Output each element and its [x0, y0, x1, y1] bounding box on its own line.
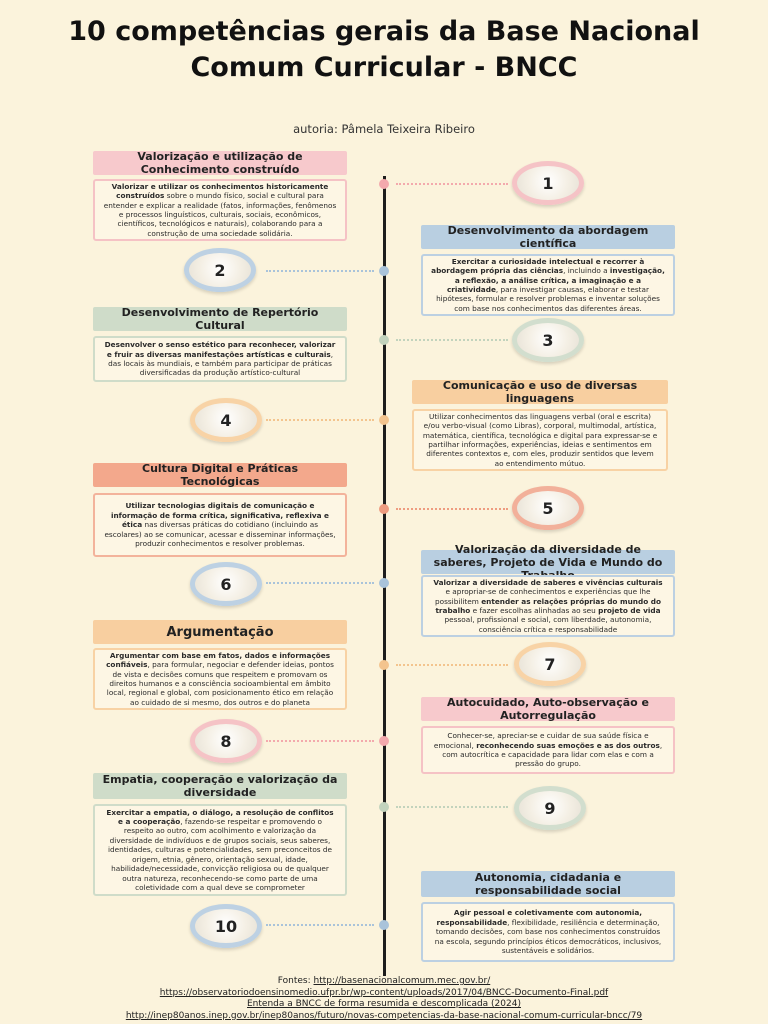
- competency-9-description: Exercitar a empatia, o diálogo, a resolução de conflitos e a cooperação, fazendo-se respeitar e promovendo o respeito ao outro, com acolhimento e valorização da diversidade de indivíduos e de grupos sociais, seus saberes, identidades, culturas e potencialidades, sem preconceitos de origem, etnia, gênero, orientação sexual, idade, habilidade/necessidade, convicção religiosa ou de qualquer outra natureza, reconhecendo-se como parte de uma coletividade com a qual deve se comprometer: [93, 804, 347, 896]
- competency-6-title: Valorização da diversidade de saberes, Projeto de Vida e Mundo do: [421, 550, 675, 574]
- competency-3-number: 3: [542, 330, 554, 350]
- competency-10-title: Autonomia, cidadania e responsabilidade social: [421, 871, 675, 897]
- competency-8-number-badge: [190, 719, 262, 763]
- connector-7: [396, 664, 508, 666]
- competency-8-number: 8: [220, 731, 232, 751]
- competency-9-number-badge: [514, 786, 586, 830]
- competency-1-description: Valorizar e utilizar os conhecimentos historicamente construídos sobre o mundo físico, social e cultural para entender e explicar a realidade (fatos, informações, fenômenos e processos linguísticos, culturais, sociais, econômicos, científicos, tecnológicos e naturais), colaborando para a construção de uma sociedade solidária.: [93, 179, 347, 241]
- competency-4-title: Comunicação e uso de diversas linguagens: [412, 380, 668, 404]
- competency-8-title: Autocuidado, Auto-observação e Autorregulação: [421, 697, 675, 721]
- competency-4-number-badge: [190, 398, 262, 442]
- connector-1: [396, 183, 508, 185]
- connector-8: [266, 740, 374, 742]
- source-link-2[interactable]: https://observatoriodoensinomedio.ufpr.br/wp-content/uploads/2017/04/BNCC-Documento-Final.pdf: [159, 987, 609, 998]
- timeline-dot-3: [379, 335, 389, 345]
- sources-block: [60, 976, 708, 1022]
- competency-2-title: Desenvolvimento da abordagem científica: [421, 225, 675, 249]
- competency-3-title: Desenvolvimento de Repertório Cultural: [93, 307, 347, 331]
- timeline-dot-8: [379, 736, 389, 746]
- timeline-line: [383, 176, 386, 976]
- competency-7-number: 7: [544, 654, 556, 674]
- timeline-dot-6: [379, 578, 389, 588]
- competency-5-title: Cultura Digital e Práticas Tecnológicas: [93, 463, 347, 487]
- connector-10: [266, 924, 374, 926]
- timeline-dot-10: [379, 920, 389, 930]
- competency-3-number-badge: [512, 318, 584, 362]
- competency-3-description: Desenvolver o senso estético para reconhecer, valorizar e fruir as diversas manifestações artísticas e culturais, das locais às mundiais, e também para participar de práticas diversificadas da produção artístico-cultural: [93, 336, 347, 382]
- page-title: 10 competências gerais da Base Nacional Comum Curricular - BNCC: [68, 16, 700, 83]
- competency-2-number: 2: [214, 260, 226, 280]
- source-link-1[interactable]: http://basenacionalcomum.mec.gov.br/: [313, 976, 491, 986]
- sources-label: Fontes:: [277, 976, 311, 986]
- timeline-dot-4: [379, 415, 389, 425]
- competency-10-number-badge: [190, 904, 262, 948]
- competency-1-number-badge: [512, 161, 584, 205]
- competency-9-number: 9: [544, 798, 556, 818]
- timeline-dot-9: [379, 802, 389, 812]
- competency-1-title: Valorização e utilização de Conhecimento construído: [93, 151, 347, 175]
- connector-5: [396, 508, 508, 510]
- competency-7-title: Argumentação: [93, 620, 347, 644]
- timeline-dot-2: [379, 266, 389, 276]
- competency-5-number: 5: [542, 498, 554, 518]
- competency-6-number: 6: [220, 574, 232, 594]
- competency-2-number-badge: [184, 248, 256, 292]
- connector-9: [396, 806, 508, 808]
- timeline-dot-7: [379, 660, 389, 670]
- competency-5-description: Utilizar tecnologias digitais de comunicação e informação de forma crítica, significativa, reflexiva e ética nas diversas práticas do cotidiano (incluindo as escolares) ao se comunicar, acessar e disseminar informações, produzir conhecimentos e resolver problemas.: [93, 493, 347, 557]
- competency-2-description: Exercitar a curiosidade intelectual e recorrer à abordagem própria das ciências, incluindo a investigação, a reflexão, a análise crítica, a imaginação e a criatividade, para investigar causas, elaborar e testar hipóteses, formular e resolver problemas e inventar soluções com base nos conhecimentos das diferentes áreas.: [421, 254, 675, 316]
- competency-1-number: 1: [542, 173, 554, 193]
- competency-6-number-badge: [190, 562, 262, 606]
- connector-6: [266, 582, 374, 584]
- source-link-4[interactable]: http://inep80anos.inep.gov.br/inep80anos/futuro/novas-competencias-da-base-nacional-comum-curricular-bncc/79: [125, 1010, 643, 1021]
- connector-3: [396, 339, 508, 341]
- competency-7-number-badge: [514, 642, 586, 686]
- competency-4-number: 4: [220, 410, 232, 430]
- author-credit: autoria: Pâmela Teixeira Ribeiro: [293, 122, 475, 136]
- timeline-dot-5: [379, 504, 389, 514]
- competency-5-number-badge: [512, 486, 584, 530]
- connector-2: [266, 270, 374, 272]
- competency-7-description: Argumentar com base em fatos, dados e informações confiáveis, para formular, negociar e defender ideias, pontos de vista e decisões comuns que respeitem e promovam os direitos humanos e a consciência socioambiental em âmbito local, regional e global, com posicionamento ético em relação ao cuidado de si mesmo, dos outros e do planeta: [93, 648, 347, 710]
- source-link-3[interactable]: Entenda a BNCC de forma resumida e descomplicada (2024): [247, 999, 521, 1009]
- competency-10-description: Agir pessoal e coletivamente com autonomia, responsabilidade, flexibilidade, resiliência e determinação, tomando decisões, com base nos conhecimentos construídos na escola, segundo princípios éticos democráticos, inclusivos, sustentáveis e solidários.: [421, 902, 675, 962]
- competency-10-number: 10: [214, 916, 238, 936]
- competency-4-description: Utilizar conhecimentos das linguagens verbal (oral e escrita) e/ou verbo-visual (como Libras), corporal, multimodal, artística, matemática, científica, tecnológica e digital para expressar-se e partilhar informações, experiências, ideias e sentimentos em diferentes contextos e, com eles, produzir sentidos que levem ao entendimento mútuo.: [412, 409, 668, 471]
- timeline-dot-1: [379, 179, 389, 189]
- competency-6-description: Valorizar a diversidade de saberes e vivências culturais e apropriar-se de conhecimentos e experiências que lhe possibilitem entender as relações próprias do mundo do trabalho e fazer escolhas alinhadas ao seu projeto de vida pessoal, profissional e social, com liberdade, autonomia, consciência crítica e responsabilidade: [421, 575, 675, 637]
- competency-9-title: Empatia, cooperação e valorização da diversidade: [93, 773, 347, 799]
- connector-4: [266, 419, 374, 421]
- competency-8-description: Conhecer-se, apreciar-se e cuidar de sua saúde física e emocional, reconhecendo suas emoções e as dos outros, com autocrítica e capacidade para lidar com elas e com a pressão do grupo.: [421, 726, 675, 774]
